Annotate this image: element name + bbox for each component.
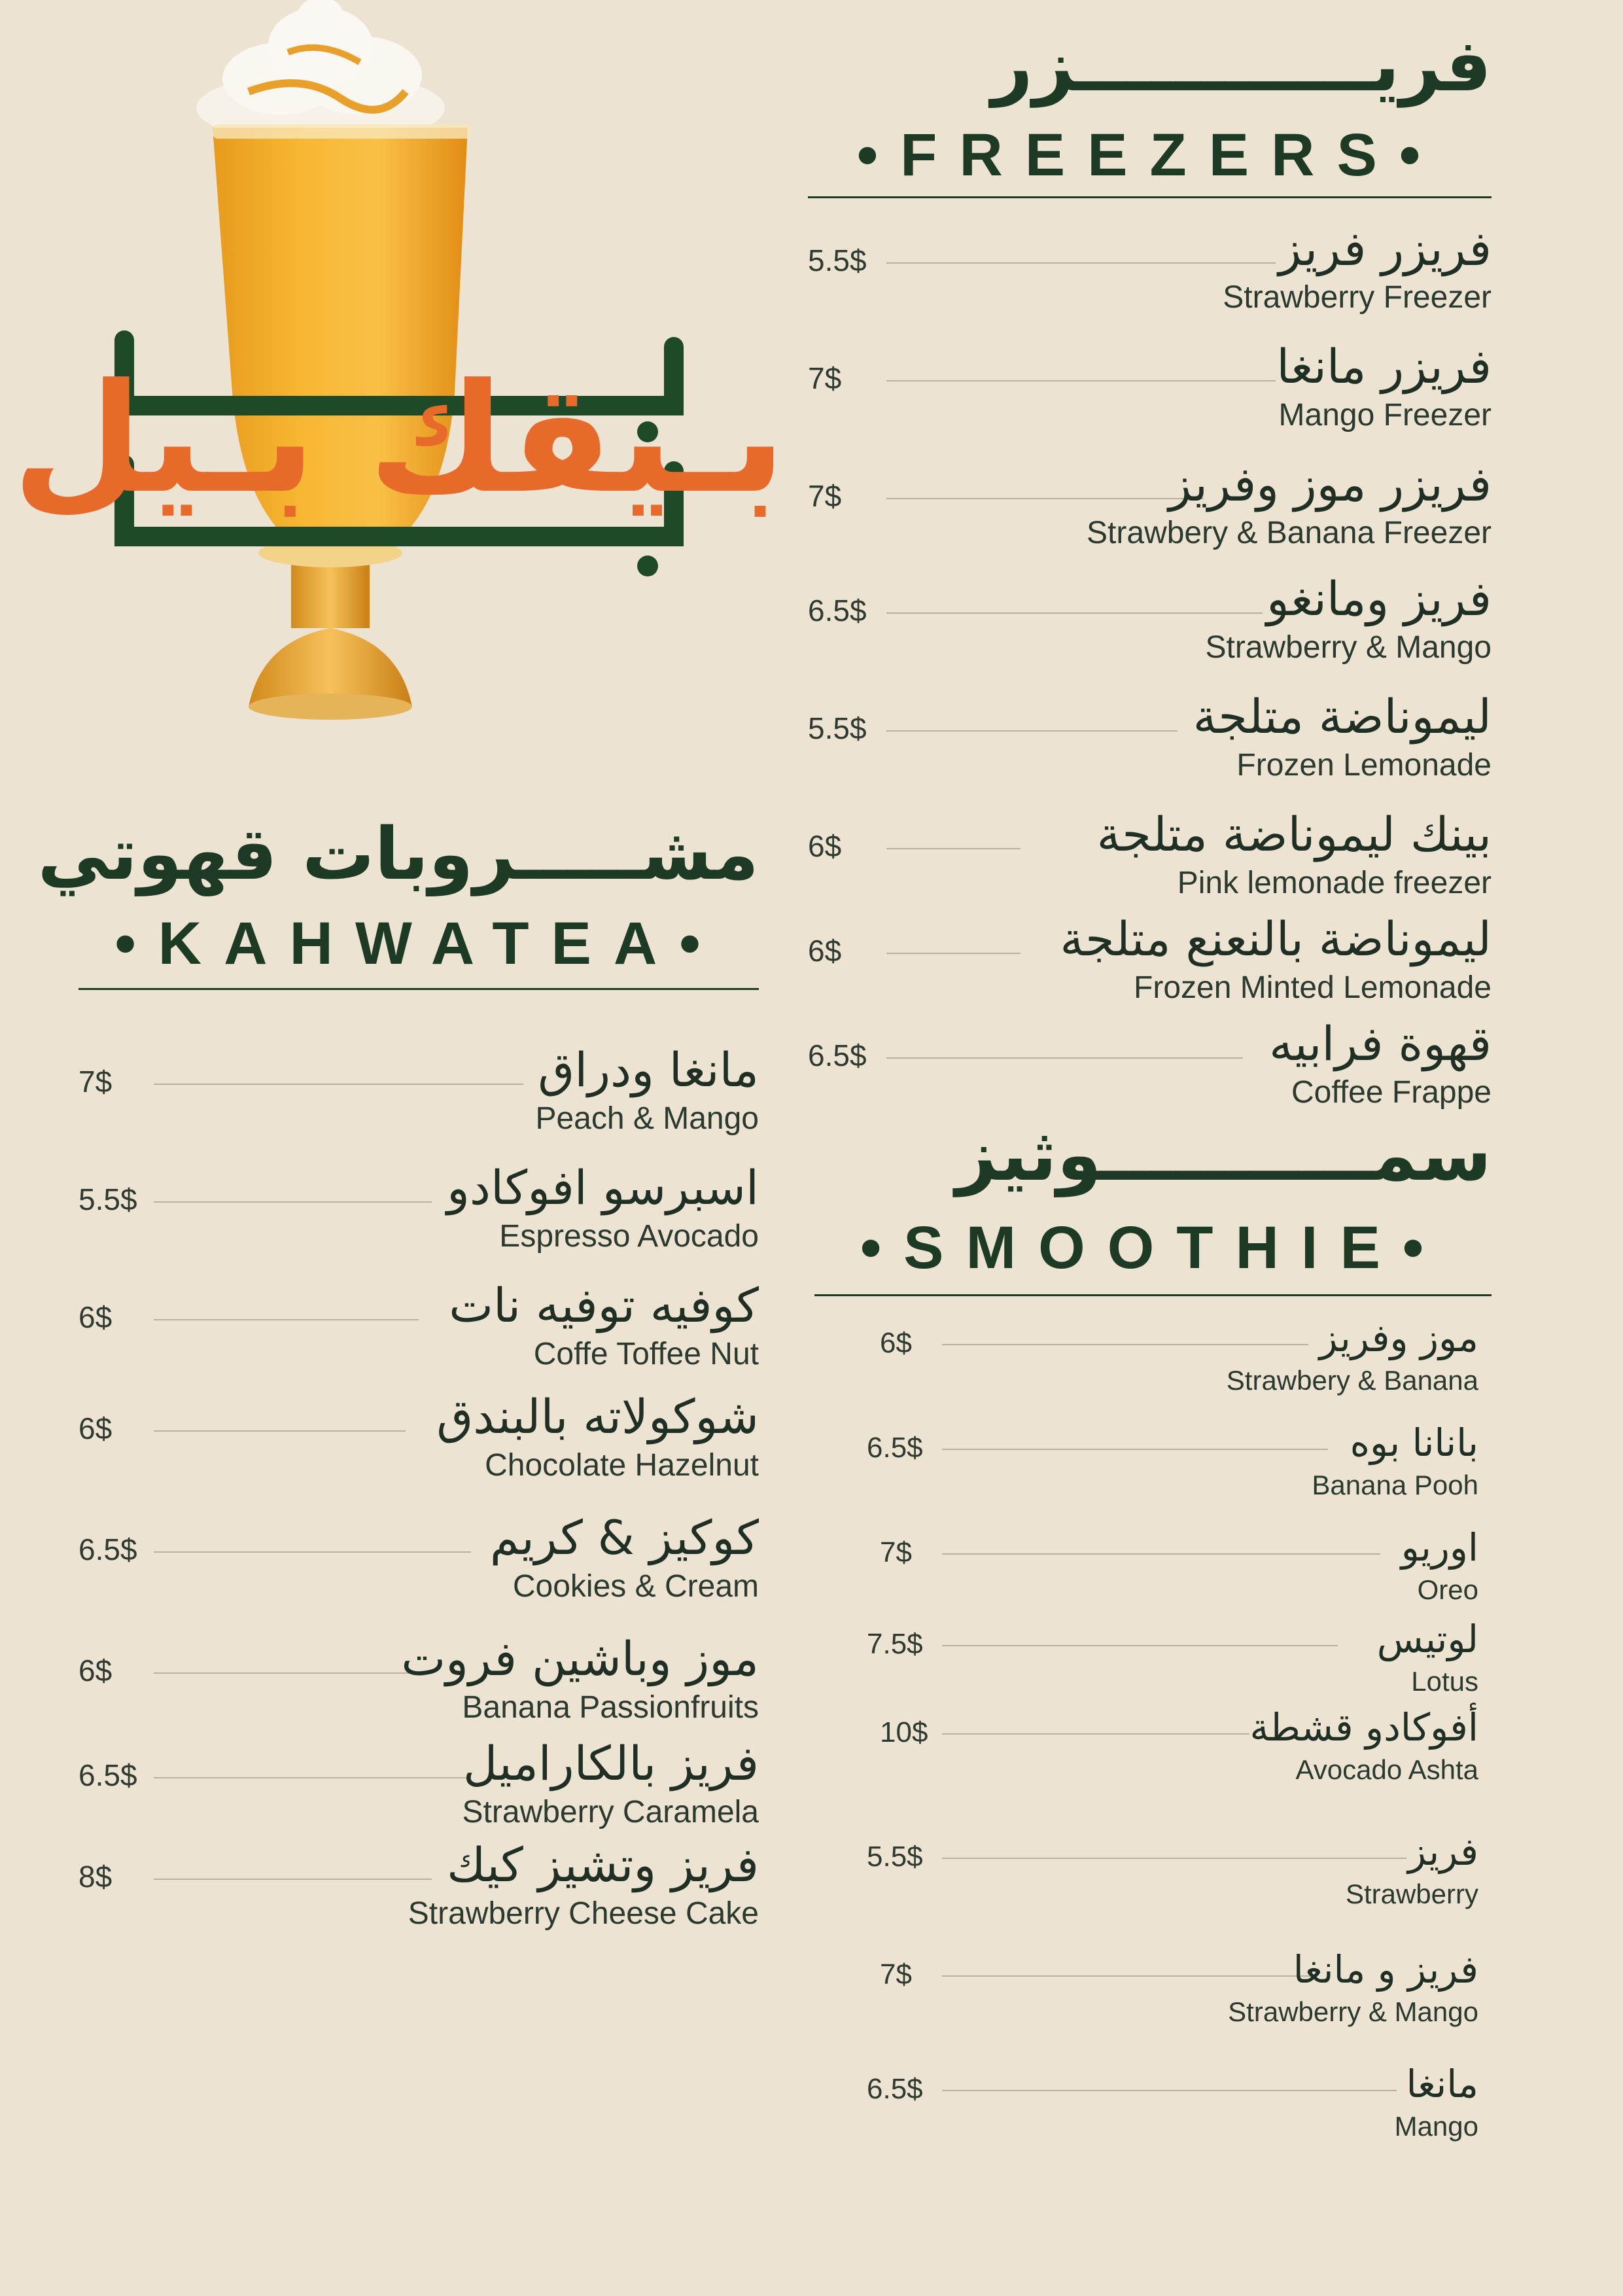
kahwatea-title-en: •KAHWATEA• <box>114 910 723 977</box>
leader-line <box>942 1645 1338 1646</box>
leader-line <box>942 1733 1249 1735</box>
item-name-ar: قهوة فرابيه <box>1269 1016 1492 1071</box>
item-name-en: Coffe Toffee Nut <box>533 1337 759 1371</box>
item-price: 7$ <box>79 1065 113 1099</box>
item-name-en: Cookies & Cream <box>512 1569 759 1604</box>
item-name-ar: بانانا بوه <box>1350 1421 1478 1465</box>
leader-line <box>886 612 1263 614</box>
freezers-title-en: •FREEZERS• <box>856 122 1443 188</box>
item-name-en: Strawberry Freezer <box>1223 280 1492 315</box>
item-name-ar: شوكولاته بالبندق <box>436 1389 759 1444</box>
item-name-ar: ليموناضة بالنعنع متلجة <box>1060 911 1492 966</box>
item-name-ar: مانغا <box>1406 2062 1478 2106</box>
leader-line <box>942 1553 1380 1555</box>
item-price: 8$ <box>79 1860 113 1894</box>
item-name-ar: أفوكادو قشطة <box>1249 1705 1478 1750</box>
item-name-en: Avocado Ashta <box>1295 1754 1478 1785</box>
item-name-ar: ليموناضة متلجة <box>1193 689 1492 744</box>
item-name-ar: فريز وتشيز كيك <box>447 1837 759 1892</box>
item-name-ar: موز وفريز <box>1319 1316 1478 1360</box>
freezers-title-ar: فريــــــــــــزر <box>991 24 1492 107</box>
item-name-ar: لوتيس <box>1376 1617 1478 1661</box>
item-price: 5.5$ <box>867 1841 923 1873</box>
brand-logo <box>12 308 786 589</box>
item-name-en: Lotus <box>1411 1666 1478 1697</box>
leader-line <box>942 1858 1406 1859</box>
item-price: 6.5$ <box>867 2073 923 2105</box>
leader-line <box>886 848 1021 849</box>
item-price: 7$ <box>880 1958 912 1990</box>
leader-line <box>942 1449 1328 1450</box>
item-price: 7.5$ <box>867 1628 923 1660</box>
item-name-en: Chocolate Hazelnut <box>485 1448 759 1483</box>
item-name-en: Strawberry & Mango <box>1228 1996 1478 2027</box>
leader-line <box>886 1057 1243 1059</box>
item-name-en: Espresso Avocado <box>499 1219 759 1254</box>
item-name-ar: فريزر موز وفريز <box>1168 457 1492 512</box>
item-price: 6$ <box>79 1653 113 1687</box>
kahwatea-title-ar: مشـــــروبات قهوتي <box>37 812 759 896</box>
item-price: 7$ <box>808 361 842 395</box>
leader-line <box>886 730 1178 732</box>
item-name-ar: فريز ومانغو <box>1266 571 1492 626</box>
leader-line <box>154 1777 471 1778</box>
smoothie-section <box>814 1112 1492 2159</box>
kahwatea-section <box>37 811 759 1950</box>
leader-line <box>154 1879 432 1880</box>
item-name-ar: اسبرسو افوكادو <box>447 1160 759 1215</box>
item-name-en: Peach & Mango <box>535 1101 759 1136</box>
item-name-en: Pink lemonade freezer <box>1177 866 1492 900</box>
item-name-en: Frozen Lemonade <box>1236 748 1492 783</box>
item-price: 6$ <box>808 934 842 968</box>
item-name-ar: فريز و مانغا <box>1293 1947 1478 1992</box>
item-name-ar: اوريو <box>1401 1525 1478 1570</box>
leader-line <box>886 262 1276 264</box>
freezers-section <box>808 23 1492 1109</box>
leader-line <box>942 1975 1315 1977</box>
leader-line <box>886 953 1021 954</box>
freezers-divider <box>808 196 1492 198</box>
item-name-ar: موز وباشين فروت <box>401 1631 759 1686</box>
item-name-en: Coffee Frappe <box>1291 1075 1492 1110</box>
leader-line <box>154 1201 432 1203</box>
item-price: 6$ <box>79 1411 113 1445</box>
item-name-en: Frozen Minted Lemonade <box>1134 970 1492 1005</box>
leader-line <box>154 1319 419 1320</box>
item-name-ar: بينك ليموناضة متلجة <box>1096 807 1492 862</box>
leader-line <box>154 1672 412 1674</box>
leader-line <box>154 1430 406 1432</box>
item-name-en: Banana Pooh <box>1312 1470 1478 1500</box>
item-name-en: Banana Passionfruits <box>462 1690 759 1725</box>
smoothie-divider <box>814 1294 1492 1296</box>
leader-line <box>154 1551 471 1553</box>
item-price: 6$ <box>79 1300 113 1334</box>
item-name-en: Mango Freezer <box>1278 398 1492 433</box>
item-price: 6.5$ <box>808 1038 867 1072</box>
item-name-en: Strawbery & Banana Freezer <box>1087 516 1492 550</box>
leader-line <box>886 498 1204 499</box>
item-name-ar: فريز بالكاراميل <box>462 1736 759 1791</box>
leader-line <box>942 2090 1397 2091</box>
smoothie-title-en: •SMOOTHIE• <box>860 1214 1446 1281</box>
item-name-en: Oreo <box>1417 1574 1478 1605</box>
item-name-en: Strawberry Caramela <box>462 1795 759 1829</box>
item-price: 5.5$ <box>808 711 867 745</box>
item-name-en: Strawberry Cheese Cake <box>408 1896 759 1931</box>
item-name-ar: فريزر فريز <box>1278 221 1492 276</box>
leader-line <box>942 1344 1308 1345</box>
item-name-ar: كوفيه توفيه نات <box>449 1278 759 1333</box>
item-name-ar: كوكيز & كريم <box>489 1510 759 1565</box>
item-price: 5.5$ <box>808 243 867 277</box>
smoothie-title-ar: سمـــــــــــوثيز <box>955 1113 1492 1197</box>
kahwatea-divider <box>79 988 759 990</box>
item-price: 10$ <box>880 1716 928 1748</box>
logo-text: بـيقك بـيل <box>12 352 786 527</box>
item-price: 6.5$ <box>808 593 867 627</box>
item-price: 7$ <box>808 479 842 513</box>
item-price: 6$ <box>808 829 842 863</box>
item-price: 6.5$ <box>79 1758 137 1792</box>
item-price: 7$ <box>880 1536 912 1568</box>
item-name-en: Strawberry <box>1345 1879 1478 1909</box>
item-name-ar: فريزر مانغا <box>1276 339 1492 394</box>
item-name-ar: مانغا ودراق <box>538 1042 759 1097</box>
leader-line <box>886 380 1276 381</box>
item-price: 6$ <box>880 1327 912 1359</box>
item-name-en: Mango <box>1394 2111 1478 2142</box>
item-name-en: Strawberry & Mango <box>1205 630 1492 665</box>
leader-line <box>154 1084 523 1085</box>
item-price: 5.5$ <box>79 1182 137 1216</box>
item-name-en: Strawbery & Banana <box>1226 1365 1478 1396</box>
item-price: 6.5$ <box>867 1432 923 1464</box>
item-name-ar: فريز <box>1408 1829 1478 1874</box>
item-price: 6.5$ <box>79 1532 137 1566</box>
